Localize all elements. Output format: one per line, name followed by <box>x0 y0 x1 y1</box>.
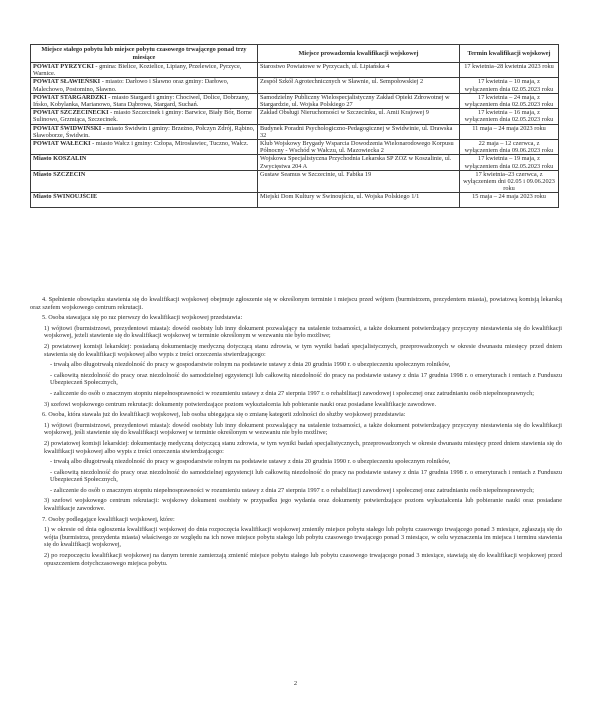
paragraph-7-item-1: 1) w okresie od dnia ogłoszenia kwalifikacji wojskowej do dnia rozpoczęcia kwalifikacji wojskowej zmieniły miejsce pobytu stałego lub pobytu czasowego trwającego ponad 3 miesiące, zgłaszają się do wójta (burmistrza, prezydenta miasta) właściwego ze względu na ich nowe miejsce pobytu stałego lub pobytu czasowego trwającego ponad 3 miesiące, w celu wyznaczenia im miejsca i terminu stawienia się do kwalifikacji wojskowej, <box>44 526 562 549</box>
location-cell: Gustaw Seamus w Szczecinie, ul. Fabika 19 <box>258 170 460 193</box>
term-cell: 11 maja – 24 maja 2023 roku <box>460 124 559 139</box>
location-cell: Starostwo Powiatowe w Pyrzycach, ul. Lipiańska 4 <box>258 63 460 78</box>
location-cell: Wojskowa Specjalistyczna Przychodnia Lekarska SP ZOZ w Koszalinie, ul. Zwycięstwa 204 A <box>258 155 460 170</box>
paragraph-5-item-3: 3) szefowi wojskowego centrum rekrutacji: dokumenty potwierdzające poziom wykształcenia lub pobieranie nauki oraz posiadane kwalifikacje zawodowe. <box>44 400 437 408</box>
table-row <box>31 124 559 139</box>
term-cell: 17 kwietnia–28 kwietnia 2023 roku <box>460 63 559 78</box>
table-row <box>31 193 559 208</box>
paragraph-6-item-2-bullet: - zaliczenie do osób o znacznym stopniu niepełnosprawności w rozumieniu ustawy z dnia 27 sierpnia 1997 r. o rehabilitacji zawodowej i społecznej oraz zatrudnianiu osób niepełnosprawnych; <box>50 486 535 494</box>
residence-cell <box>31 140 258 155</box>
term-cell: 22 maja – 12 czerwca, z wyłączeniem dnia 09.06.2023 roku <box>460 140 559 155</box>
paragraph-7: 7. Osoby podlegające kwalifikacji wojskowej, które: <box>42 515 175 523</box>
table-row <box>31 109 559 124</box>
district-communes: - miasto Szczecinek i gminy: Barwice, Biały Bór, Borne Sulinowo, Grzmiąca, Szczecinek. <box>33 109 252 124</box>
paragraph-5-item-2: 2) powiatowej komisji lekarskiej: posiadaną dokumentację medyczną dotyczącą stanu zdrowia, w tym wyniki badań specjalistycznych, przeprowadzonych w okresie dwunastu miesięcy przed dniem stawienia się do kwalifikacji wojskowej albo wypis z treści orzeczenia stwierdzającego: <box>44 342 562 358</box>
location-cell: Zakład Obsługi Nieruchomości w Szczecinku, ul. Amii Krajowej 9 <box>258 109 460 124</box>
residence-cell <box>31 193 258 208</box>
paragraph-5-item-2-bullet: - trwałą albo długotrwałą niezdolność do pracy w gospodarstwie rolnym na podstawie ustawy z dnia 20 grudnia 1990 r. o ubezpieczeniu społecznym rolników, <box>50 361 451 369</box>
paragraph-6-item-3: 3) szefowi wojskowego centrum rekrutacji: wojskowy dokument osobisty w przypadku jego wydania oraz dokumenty potwierdzające poziom wykształcenia lub pobieranie nauki oraz posiadane kwalifikacje zawodowe. <box>44 497 562 513</box>
term-cell: 17 kwietnia – 10 maja, z wyłączeniem dnia 02.05.2023 roku <box>460 78 559 93</box>
term-cell: 17 kwietnia – 19 maja, z wyłączeniem dnia 02.05.2023 roku <box>460 155 559 170</box>
table-row <box>31 63 559 78</box>
paragraph-6-item-2: 2) powiatowej komisji lekarskiej: dokumentację medyczną dotyczącą stanu zdrowia, w tym wyniki badań specjalistycznych, przeprowadzonych w okresie dwunastu miesięcy przed dniem stawienia się do kwalifikacji wojskowej albo wypis z treści orzeczenia stwierdzającego: <box>44 439 562 455</box>
paragraph-5-item-2-bullet: - całkowitą niezdolność do pracy oraz niezdolność do samodzielnej egzystencji lub całkowitą niezdolność do pracy na podstawie ustawy z dnia 17 grudnia 1998 r. o emeryturach i rentach z Funduszu Ubezpieczeń Społecznych, <box>50 371 562 387</box>
district-communes: - miasto: Darłowo i Sławno oraz gminy: Darłowo, Malechowo, Postomino, Sławno. <box>33 78 229 93</box>
residence-cell <box>31 93 258 108</box>
district-communes: - gmina: Bielice, Kozielice, Lipiany, Przelewice, Pyrzyce, Warnice. <box>33 63 242 78</box>
paragraph-5-item-1: 1) wójtowi (burmistrzowi, prezydentowi miasta): dowód osobisty lub inny dokument pozwalający na ustalenie tożsamości, a także dokument potwierdzający przyczyny niestawienia się do kwalifikacji wojskowej, jeżeli stawienie się do kwalifikacji wojskowej w terminie określonym w wezwaniu nie było możliwe; <box>44 324 562 340</box>
paragraph-4: 4. Spełnienie obowiązku stawienia się do kwalifikacji wojskowej obejmuje zgłoszenie się w określonym terminie i miejscu przed wójtem (burmistrzem, prezydentem miasta), powiatową komisją lekarską oraz szefem wojskowego centrum rekrutacji. <box>30 296 562 311</box>
district-name: POWIAT ŚWIDWIŃSKI <box>33 124 102 132</box>
location-cell: Miejski Dom Kultury w Świnoujściu, ul. Wojska Polskiego 1/1 <box>258 193 460 208</box>
location-cell: Budynek Poradni Psychologiczno-Pedagogicznej w Świdwinie, ul. Drawska 32 <box>258 124 460 139</box>
qualification-schedule-table <box>30 44 559 208</box>
paragraph-5-item-2-bullet: - zaliczenie do osób o znacznym stopniu niepełnosprawności w rozumieniu ustawy z dnia 27 sierpnia 1997 r. o rehabilitacji zawodowej i społecznej oraz zatrudnianiu osób niepełnosprawnych; <box>50 389 535 397</box>
table-row <box>31 170 559 193</box>
paragraph-7-item-2: 2) po rozpoczęciu kwalifikacji wojskowej na danym terenie zamierzają zmienić miejsce pobytu stałego lub pobytu czasowego trwającego ponad 3 miesiące, stawiają się do kwalifikacji wojskowej przed opuszczeniem dotychczasowego miejsca pobytu. <box>44 552 562 567</box>
paragraph-5: 5. Osoba stawająca się po raz pierwszy do kwalifikacji wojskowej przedstawia: <box>42 314 243 322</box>
term-cell: 15 maja – 24 maja 2023 roku <box>460 193 559 208</box>
residence-cell <box>31 155 258 170</box>
paragraph-6: 6. Osoba, która stawała już do kwalifikacji wojskowej, lub osoba ubiegająca się o zmianę kategorii zdolności do służby wojskowej przedstawia: <box>42 411 406 419</box>
term-cell: 17 kwietnia–23 czerwca, z wyłączeniem dni 02.05 i 09.06.2023 roku <box>460 170 559 193</box>
district-name: POWIAT PYRZYCKI <box>33 63 94 70</box>
district-communes: - miasto Wałcz i gminy: Człopa, Mirosławiec, Tuczno, Wałcz. <box>90 140 249 148</box>
table-row <box>31 93 559 108</box>
district-name: Miasto ŚWINOUJŚCIE <box>33 193 98 201</box>
district-name: POWIAT STARGARDZKI <box>33 93 107 101</box>
location-cell: Samodzielny Publiczny Wielospecjalistyczny Zakład Opieki Zdrowotnej w Stargardzie, ul. Wojska Polskiego 27 <box>258 93 460 108</box>
table-row <box>31 155 559 170</box>
residence-cell <box>31 78 258 93</box>
district-communes: - miasto Świdwin i gminy: Brzeżno, Połczyn Zdrój, Rąbino, Sławoborze, Świdwin. <box>33 124 255 139</box>
district-name: POWIAT SZCZECINECKI <box>33 109 109 117</box>
residence-cell <box>31 124 258 139</box>
paragraph-6-item-1: 1) wójtowi (burmistrzowi, prezydentowi miasta): dowód osobisty lub inny dokument pozwalający na ustalenie tożsamości, a także dokument potwierdzający przyczyny niestawienia się do kwalifikacji wojskowej, jeśli stawienie się do kwalifikacji wojskowej w terminie określonym w wezwaniu nie było możliwe; <box>44 421 562 437</box>
district-name: Miasto KOSZALIN <box>33 155 87 163</box>
district-name: POWIAT WAŁECKI <box>33 140 91 148</box>
term-cell: 17 kwietnia – 24 maja, z wyłączeniem dnia 02.05.2023 roku <box>460 93 559 108</box>
table-header-row <box>31 45 559 63</box>
table-row <box>31 78 559 93</box>
residence-cell <box>31 109 258 124</box>
district-name: POWIAT SŁAWIEŃSKI <box>33 78 101 86</box>
district-name: Miasto SZCZECIN <box>33 170 86 178</box>
term-cell: 17 kwietnia – 16 maja, z wyłączeniem dnia 02.05.2023 roku <box>460 109 559 124</box>
page-number: 2 <box>293 680 298 687</box>
table-row <box>31 140 559 155</box>
header-location: Miejsce prowadzenia kwalifikacji wojskowej <box>258 45 460 63</box>
paragraph-6-item-2-bullet: - całkowitą niezdolność do pracy oraz niezdolność do samodzielnej egzystencji lub całkowitą niezdolność do pracy na podstawie ustawy z dnia 17 grudnia 1998 r. o emeryturach i rentach z Funduszu Ubezpieczeń Społecznych, <box>50 468 562 484</box>
district-communes: - miasto Stargard i gminy: Chociwel, Dolice, Dobrzany, Ińsko, Kobylanka, Marianowo, Stara Dąbrowa, Stargard, Suchań. <box>33 93 250 109</box>
header-term: Termin kwalifikacji wojskowej <box>460 45 559 63</box>
paragraph-6-item-2-bullet: - trwałą albo długotrwałą niezdolność do pracy w gospodarstwie rolnym na podstawie ustawy z dnia 20 grudnia 1990 r. o ubezpieczeniu społecznym rolników, <box>50 458 451 466</box>
residence-cell <box>31 170 258 193</box>
location-cell: Zespół Szkół Agrotechnicznych w Sławnie, ul. Sempołowskiej 2 <box>258 78 460 93</box>
document-body <box>30 296 562 570</box>
location-cell: Klub Wojskowy Brygady Wsparcia Dowodzenia Wielonarodowego Korpusu Północny - Wschód w Wałczu, ul. Mazowiecka 2 <box>258 140 460 155</box>
residence-cell <box>31 63 258 78</box>
header-residence: Miejsce stałego pobytu lub miejsce pobytu czasowego trwającego ponad trzy miesiące <box>31 45 258 63</box>
